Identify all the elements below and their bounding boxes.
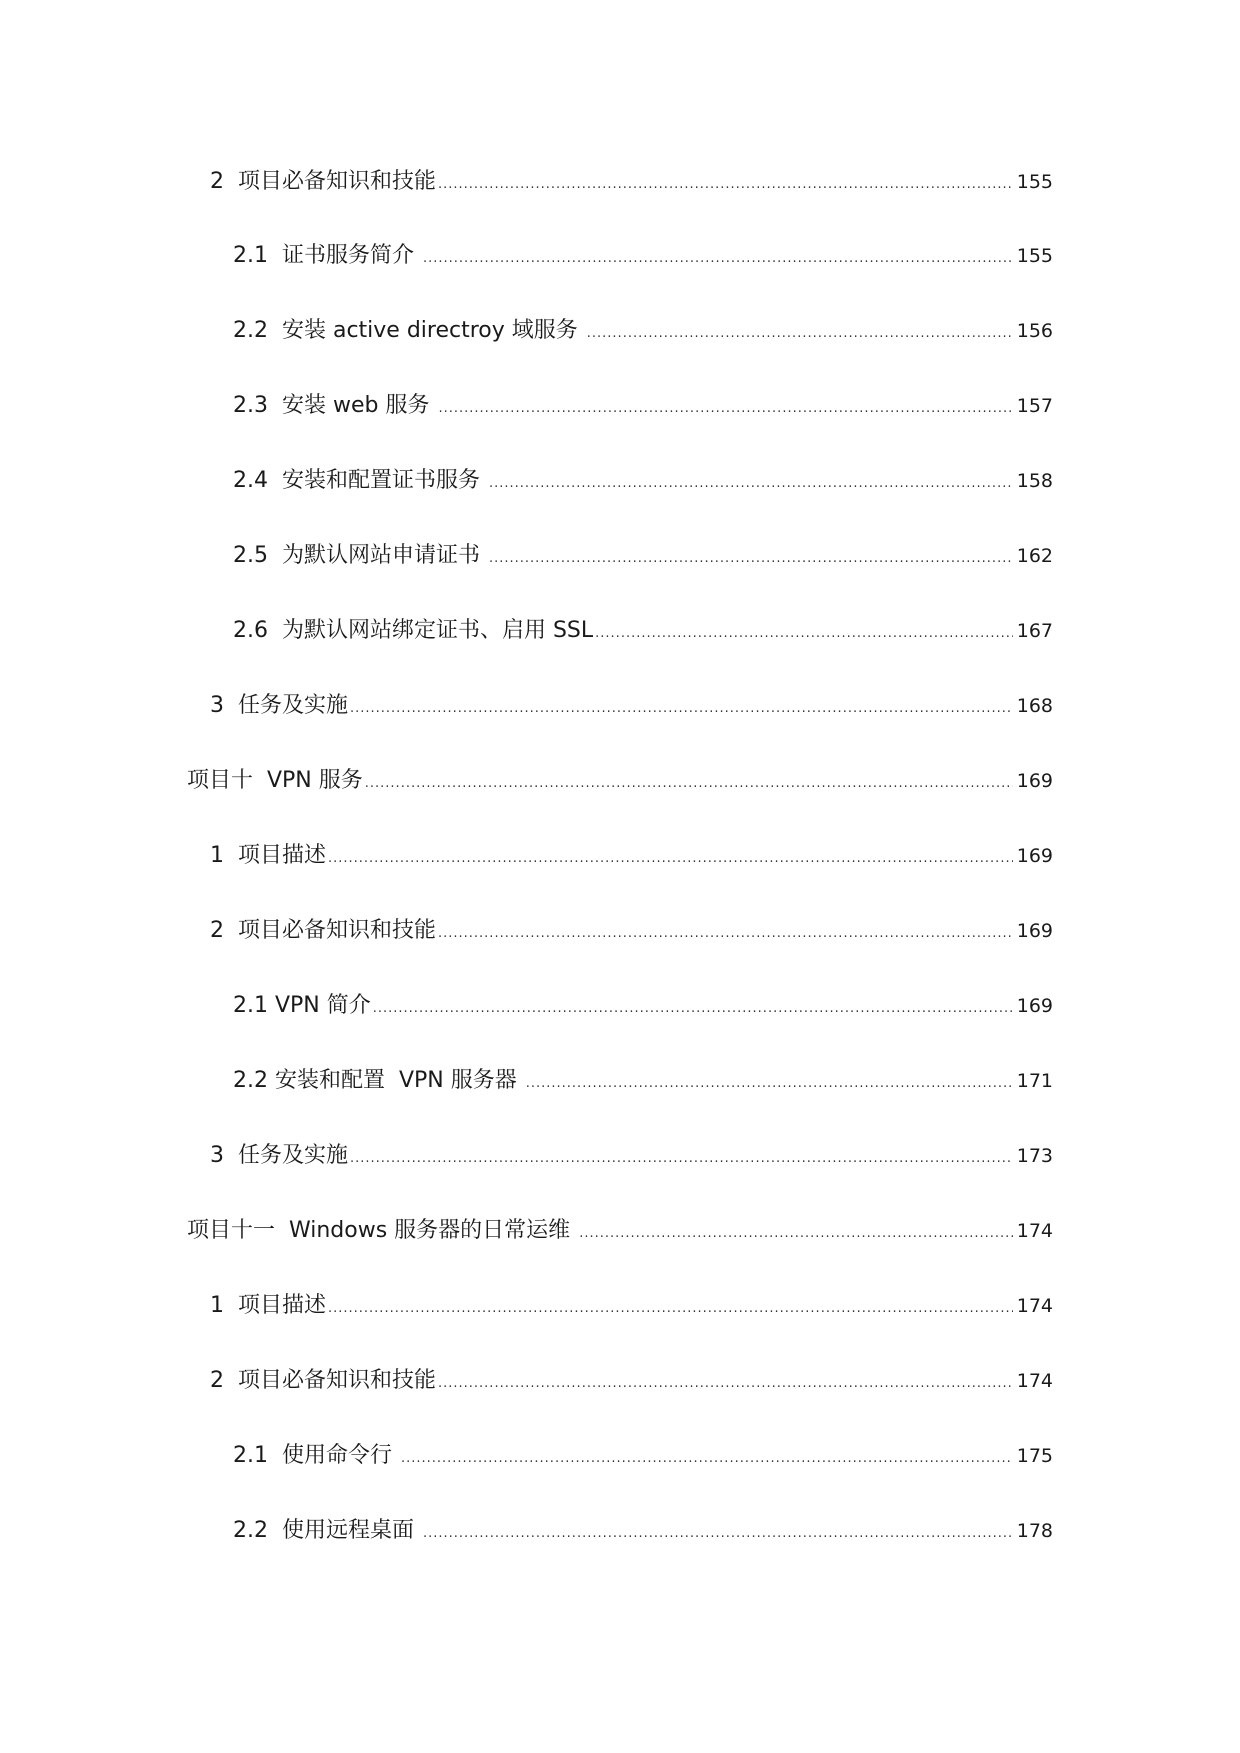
toc-entry[interactable] [233,466,1053,496]
toc-entry-title: 2.6 为默认网站绑定证书、启用 SSL [233,618,594,643]
toc-entry-page: 155 [1016,171,1053,193]
toc-dot-leader [579,1219,1013,1249]
toc-entry-page: 156 [1016,320,1053,342]
toc-dot-leader [350,1144,1013,1174]
toc-entry-page: 155 [1016,245,1053,267]
toc-entry-page: 169 [1016,920,1053,942]
toc-entry-page: 174 [1016,1295,1053,1317]
toc-dot-leader [489,469,1013,499]
toc-dot-leader [595,619,1013,649]
toc-entry-title: 2.1 证书服务简介 [233,243,421,268]
toc-entry-page: 169 [1016,845,1053,867]
toc-entry[interactable] [233,316,1053,346]
toc-entry[interactable] [233,1066,1053,1096]
toc-entry-title: 1 项目描述 [210,843,326,868]
toc-entry[interactable] [210,167,1053,197]
toc-entry-page: 162 [1016,545,1053,567]
toc-entry-title: 2.3 安装 web 服务 [233,393,437,418]
toc-entry-title: 2 项目必备知识和技能 [210,918,436,943]
toc-dot-leader [526,1069,1013,1099]
toc-entry-title: 2.1 使用命令行 [233,1443,399,1468]
toc-dot-leader [373,994,1013,1024]
toc-dot-leader [328,844,1013,874]
toc-entry-page: 168 [1016,695,1053,717]
toc-entry-title: 3 任务及实施 [210,1143,348,1168]
toc-entry[interactable] [187,1216,1053,1246]
toc-dot-leader [438,1369,1013,1399]
toc-entry-title: 2 项目必备知识和技能 [210,1368,436,1393]
toc-dot-leader [438,170,1013,200]
toc-entry[interactable] [233,1516,1053,1546]
toc-entry-title: 项目十 VPN 服务 [187,768,363,793]
toc-entry-title: 项目十一 Windows 服务器的日常运维 [187,1218,578,1243]
toc-entry-page: 157 [1016,395,1053,417]
toc-entry[interactable] [210,1366,1053,1396]
toc-entry-page: 171 [1016,1070,1053,1092]
toc-dot-leader [489,544,1013,574]
toc-entry-page: 175 [1016,1445,1053,1467]
toc-entry-page: 169 [1016,995,1053,1017]
toc-entry[interactable] [210,841,1053,871]
toc-entry[interactable] [187,766,1053,796]
toc-entry-title: 1 项目描述 [210,1293,326,1318]
toc-dot-leader [438,394,1012,424]
toc-dot-leader [365,769,1013,799]
toc-entry-title: 2.2 使用远程桌面 [233,1518,421,1543]
toc-entry-page: 167 [1016,620,1053,642]
toc-entry[interactable] [233,1441,1053,1471]
toc-dot-leader [423,244,1013,274]
toc-entry[interactable] [210,691,1053,721]
toc-entry[interactable] [233,541,1053,571]
toc-dot-leader [587,319,1013,349]
toc-entry-title: 2.4 安装和配置证书服务 [233,468,487,493]
toc-dot-leader [350,694,1013,724]
toc-entry-page: 178 [1016,1520,1053,1542]
toc-entry-page: 174 [1016,1220,1053,1242]
toc-entry-page: 173 [1016,1145,1053,1167]
toc-entry[interactable] [233,616,1053,646]
toc-entry-title: 2.5 为默认网站申请证书 [233,543,487,568]
toc-dot-leader [401,1444,1013,1474]
toc-entry-title: 2.1 VPN 简介 [233,993,371,1018]
toc-dot-leader [328,1294,1013,1324]
toc-entry-page: 174 [1016,1370,1053,1392]
toc-entry[interactable] [210,1291,1053,1321]
toc-entry-title: 2 项目必备知识和技能 [210,169,436,194]
toc-entry[interactable] [210,1141,1053,1171]
toc-entry-title: 2.2 安装和配置 VPN 服务器 [233,1068,524,1093]
toc-entry-title: 3 任务及实施 [210,693,348,718]
toc-entry-title: 2.2 安装 active directroy 域服务 [233,318,585,343]
toc-dot-leader [423,1519,1013,1549]
toc-entry[interactable] [233,991,1053,1021]
toc-entry[interactable] [210,916,1053,946]
toc-entry-page: 158 [1016,470,1053,492]
toc-entry[interactable] [233,391,1053,421]
toc-entry[interactable] [233,241,1053,271]
toc-dot-leader [438,919,1013,949]
toc-entry-page: 169 [1016,770,1053,792]
